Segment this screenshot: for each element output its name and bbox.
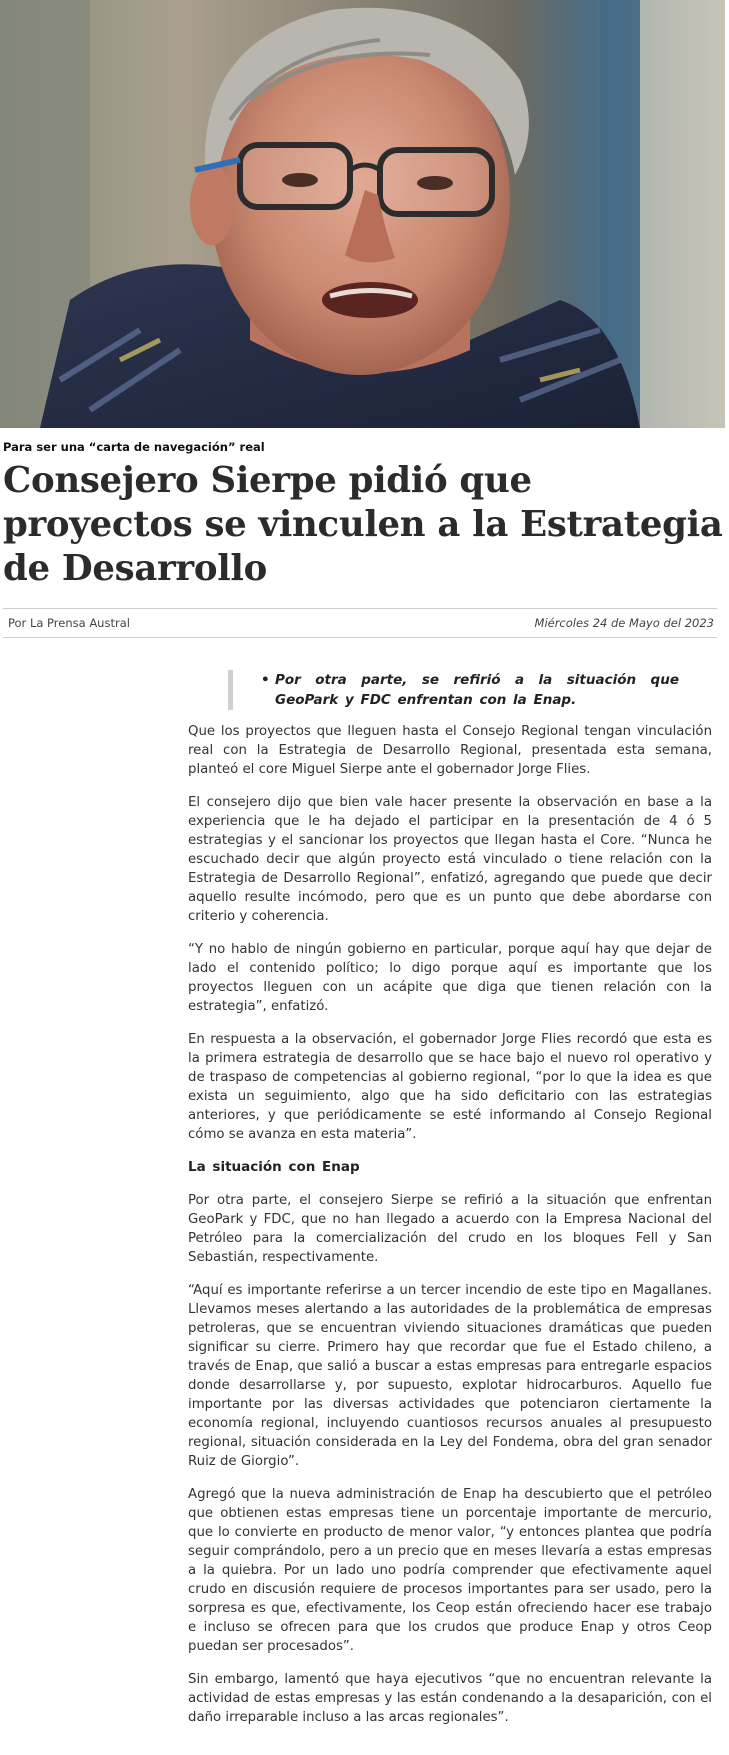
body-paragraph: El consejero dijo que bien vale hacer presente la observación en base a la experiencia que le ha dejado el participar en la presentación de 4 ó 5 estrategias y el sancionar los proyectos que llegan hasta el Core. “Nunca he escuchado decir que algún proyecto está vinculado o tiene relación con la Estrategia de Desarrollo Regional”, enfatizó, agregando que puede que decir aquello resulte incómodo, pero que es un punto que debe abordarse con criterio y coherencia. bbox=[188, 795, 712, 924]
article-kicker: Para ser una “carta de navegación” real bbox=[3, 440, 265, 454]
portrait-illustration bbox=[0, 0, 725, 428]
body-paragraph: Agregó que la nueva administración de Enap ha descubierto que el petróleo que obtienen estas empresas tiene un porcentaje importante de mercurio, que lo convierte en producto de menor valor, “y entonces plantea que podría seguir comprándolo, pero a un precio que en meses llevaría a estas empresas a la quiebra. Por un lado uno podría comprender que efectivamente aquel crudo en discusión requiere de procesos importantes para ser usado, pero la sorpresa es que, efectivamente, los Ceop están ofreciendo hacer ese trabajo e incluso se ofrecen para que los crudos que produce Enap y otros Ceop puedan ser procesados”. bbox=[188, 1487, 712, 1654]
summary-bullet: • Por otra parte, se refirió a la situación que GeoPark y FDC enfrentan con la Enap. bbox=[275, 670, 679, 710]
body-paragraph: En respuesta a la observación, el gobernador Jorge Flies recordó que esta es la primera estrategia de desarrollo que se hace bajo el nuevo rol operativo y de traspaso de competencias al gobierno regional, “por lo que la idea es que exista un seguimiento, algo que ha sido deficitario con las estrategias anteriores, y que periódicamente se esté informando al Consejo Regional cómo se avanza en esta materia”. bbox=[188, 1032, 712, 1142]
body-paragraph: “Aquí es importante referirse a un tercer incendio de este tipo en Magallanes. Llevamos meses alertando a las autoridades de la problemática de empresas petroleras, que se encuentran viviendo situaciones dramáticas que pueden significar su cierre. Primero hay que recordar que fue el Estado chileno, a través de Enap, que salió a buscar a estas empresas para entregarle espacios donde desarrollarse y, por supuesto, explotar hidrocarburos. Aquello fue importante por las diversas actividades que potenciaron ciertamente la economía regional, incluyendo cuantiosos recursos anuales al presupuesto regional, situación considerada en la Ley del Fondema, obra del gran senador Ruiz de Giorgio”. bbox=[188, 1283, 712, 1469]
article-title: Consejero Sierpe pidió que proyectos se vinculen a la Estrategia de Desarrollo bbox=[3, 460, 723, 589]
body-paragraph: Sin embargo, lamentó que haya ejecutivos “que no encuentran relevante la actividad de estas empresas y las están condenando a la desaparición, con el daño irreparable incluso a las arcas regionales”. bbox=[188, 1672, 712, 1725]
article-photo bbox=[0, 0, 725, 428]
section-subheading: La situación con Enap bbox=[188, 1159, 360, 1175]
article-author[interactable]: Por La Prensa Austral bbox=[8, 616, 130, 630]
body-paragraph: “Y no hablo de ningún gobierno en particular, porque aquí hay que dejar de lado el contenido político; lo digo porque aquí es importante que los proyectos lleguen con un acápite que diga que tienen relación con la estrategia”, enfatizó. bbox=[188, 942, 712, 1014]
body-paragraph: Por otra parte, el consejero Sierpe se refirió a la situación que enfrentan GeoPark y FDC, que no han llegado a acuerdo con la Empresa Nacional del Petróleo para la comercialización del crudo en los bloques Fell y San Sebastián, respectivamente. bbox=[188, 1193, 712, 1265]
body-paragraph: Que los proyectos que lleguen hasta el Consejo Regional tengan vinculación real con la Estrategia de Desarrollo Regional, presentada esta semana, planteó el core Miguel Sierpe ante el gobernador Jorge Flies. bbox=[188, 724, 712, 777]
article-body bbox=[188, 722, 712, 1741]
article-byline bbox=[3, 608, 717, 638]
article-date: Miércoles 24 de Mayo del 2023 bbox=[534, 616, 714, 630]
article-summary bbox=[228, 670, 679, 710]
